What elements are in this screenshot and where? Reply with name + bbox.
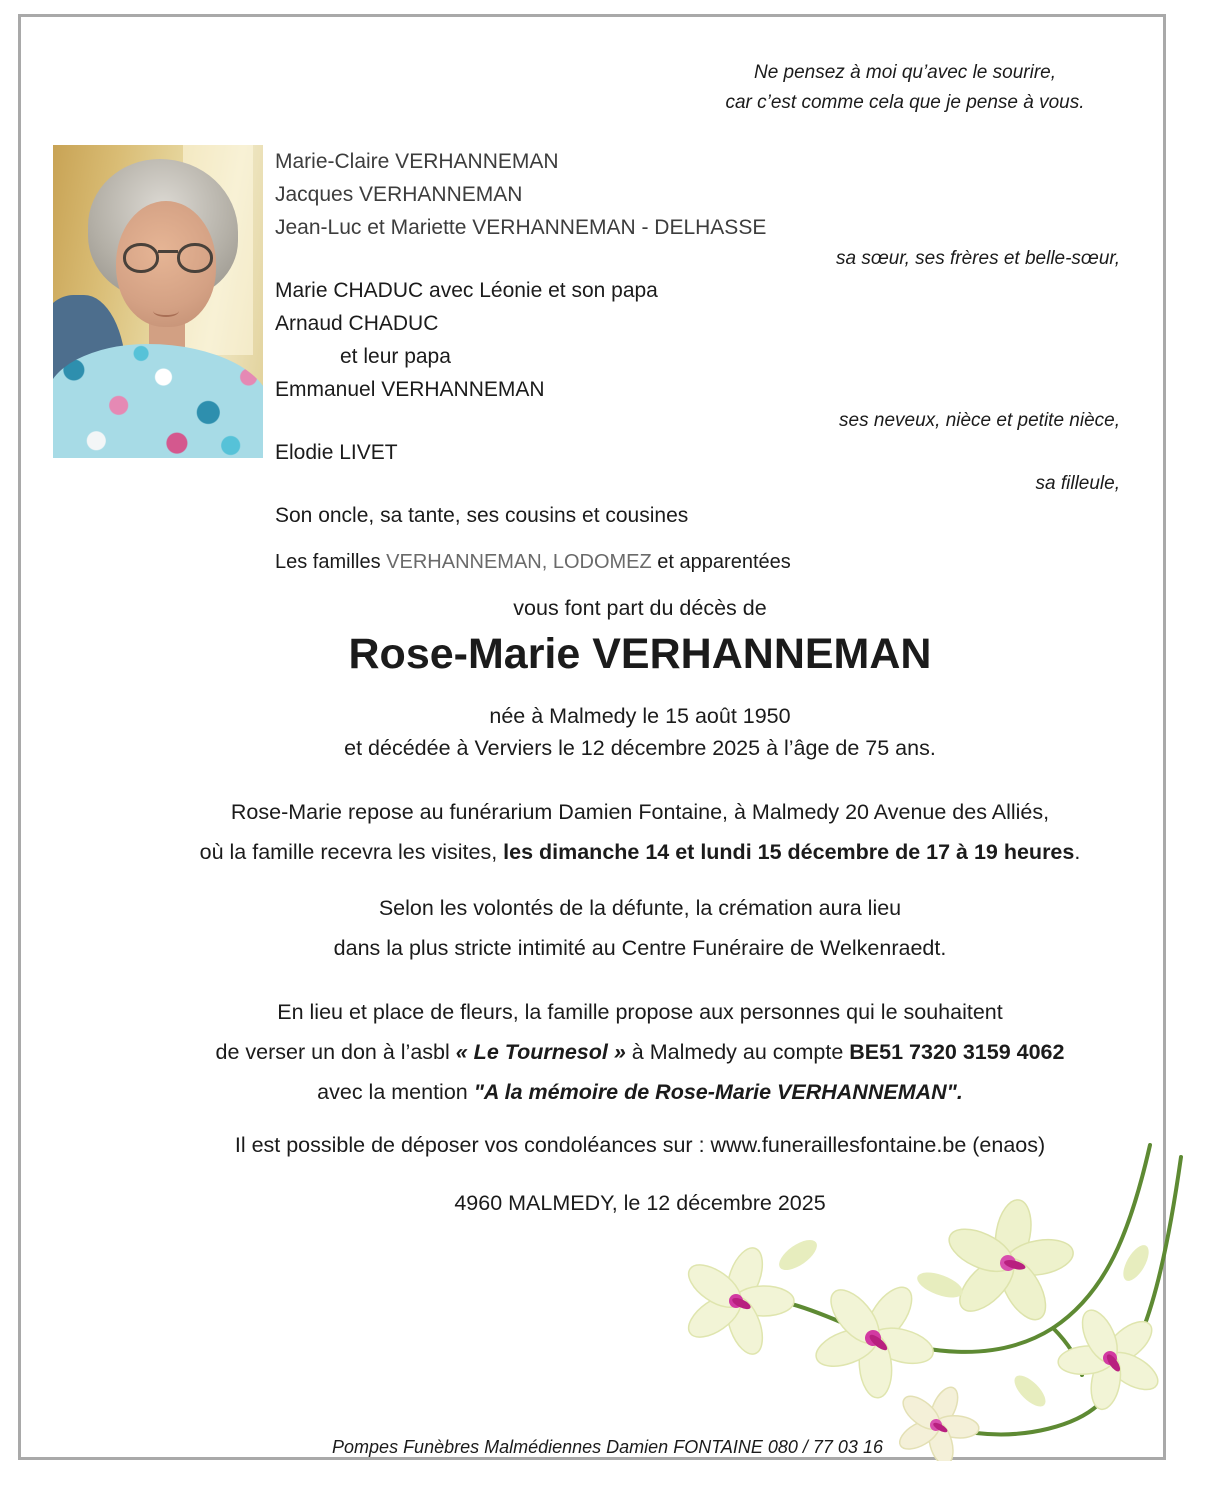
asbl-name: « Le Tournesol » — [455, 1040, 626, 1064]
funeral-home-footer: Pompes Funèbres Malmédiennes Damien FONTAINE 080 / 77 03 16 — [332, 1437, 883, 1457]
uncle-aunt-cousins-line: Son oncle, sa tante, ses cousins et cousines — [275, 504, 689, 527]
sibling-name: Jacques VERHANNEMAN — [275, 183, 523, 206]
orchid-illustration — [678, 1143, 1193, 1461]
photo-paisley-blouse — [53, 344, 263, 458]
sibling-name: Jean-Luc et Mariette VERHANNEMAN - DELHASSE — [275, 216, 767, 239]
portrait-photo — [53, 145, 263, 458]
orchid-flower — [1039, 1286, 1183, 1431]
visits-times-line: où la famille recevra les visites, les dimanche 14 et lundi 15 décembre de 17 à 19 heures. — [199, 840, 1081, 864]
visit-hours-bold: les dimanche 14 et lundi 15 décembre de 17 à 19 heures — [503, 840, 1075, 864]
relation-label-nephews: ses neveux, nièce et petite nièce, — [839, 410, 1120, 431]
memorial-quote-line1: Ne pensez à moi qu’avec le sourire, — [753, 62, 1057, 83]
death-line: et décédée à Verviers le 12 décembre 2025 à l’âge de 75 ans. — [344, 736, 936, 760]
birth-line: née à Malmedy le 15 août 1950 — [489, 704, 791, 728]
donation-paragraph: En lieu et place de fleurs, la famille propose aux personnes qui le souhaitent de verser un don à l’asbl « Le Tournesol » à Malmedy au compte BE51 7320 3159 4062 avec la mention "A la mémoire de Rose-Marie VERHANNEMAN". — [85, 992, 1195, 1112]
bank-account-number: BE51 7320 3159 4062 — [849, 1040, 1065, 1064]
sibling-name: Marie-Claire VERHANNEMAN — [275, 150, 559, 173]
nephew-name: Arnaud CHADUC — [275, 312, 439, 335]
nephew-name: Marie CHADUC avec Léonie et son papa — [275, 279, 658, 302]
deceased-name: Rose-Marie VERHANNEMAN — [348, 630, 932, 678]
family-surnames: VERHANNEMAN, LODOMEZ — [386, 551, 652, 573]
relatives-list — [275, 145, 1120, 579]
orchid-flower — [682, 1243, 794, 1359]
photo-glasses — [121, 243, 215, 277]
nephew-name: Emmanuel VERHANNEMAN — [275, 378, 545, 401]
goddaughter-name: Elodie LIVET — [275, 441, 398, 464]
place-date-line: 4960 MALMEDY, le 12 décembre 2025 — [454, 1191, 826, 1215]
photo-smile — [153, 305, 179, 317]
donation-mention: "A la mémoire de Rose-Marie VERHANNEMAN". — [473, 1080, 963, 1104]
birth-death-dates — [85, 700, 1195, 764]
visits-paragraph — [85, 792, 1195, 872]
relation-label-goddaughter: sa filleule, — [1035, 473, 1120, 494]
memorial-quote — [690, 58, 1120, 118]
donation-mention-line: avec la mention "A la mémoire de Rose-Marie VERHANNEMAN". — [317, 1080, 963, 1104]
condolences-line: Il est possible de déposer vos condoléances sur : www.funeraillesfontaine.be (enaos) — [234, 1133, 1046, 1157]
orchid-flower — [935, 1187, 1084, 1339]
families-line: Les familles VERHANNEMAN, LODOMEZ et apparentées — [275, 551, 791, 573]
cremation-paragraph: Selon les volontés de la défunte, la crémation aura lieu dans la plus stricte intimité au Centre Funéraire de Welkenraedt. — [333, 896, 947, 960]
announcement-intro: vous font part du décès de — [513, 596, 767, 620]
memorial-quote-line2: car c’est comme cela que je pense à vous. — [725, 92, 1085, 113]
funerarium-line: Rose-Marie repose au funérarium Damien Fontaine, à Malmedy 20 Avenue des Alliés, — [230, 800, 1050, 824]
nephew-connector: et leur papa — [340, 345, 451, 368]
donation-account-line: de verser un don à l’asbl « Le Tournesol » à Malmedy au compte BE51 7320 3159 4062 — [215, 1040, 1065, 1064]
relation-label-siblings: sa sœur, ses frères et belle-sœur, — [835, 248, 1120, 269]
